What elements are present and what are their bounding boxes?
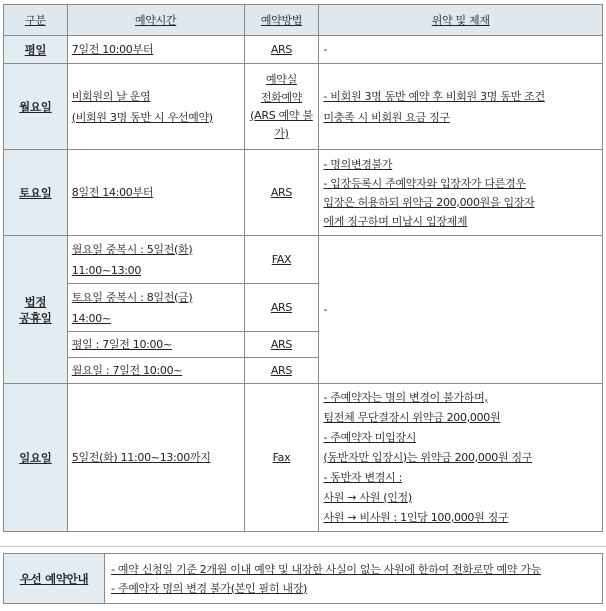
notice-label: 우선 예약안내 bbox=[4, 554, 105, 604]
day-label-monday: 월요일 bbox=[4, 64, 68, 150]
method-cell-sunday[interactable]: Fax bbox=[244, 384, 319, 532]
header-category: 구분 bbox=[4, 5, 68, 36]
time-cell-holiday-weekday: 평일 : 7일전 10:00~ bbox=[67, 332, 244, 358]
day-label-saturday: 토요일 bbox=[4, 150, 68, 236]
table-row-holiday-1 bbox=[4, 236, 603, 284]
notice-row bbox=[4, 554, 603, 604]
penalty-cell-saturday: - 명의변경불가 - 입장등록시 주예약자와 입장자가 다른경우 입장은 허용하되 위약금 200,000원을 입장자 에게 징구하며 미납시 입장제제 bbox=[319, 150, 603, 236]
day-label-sunday: 일요일 bbox=[4, 384, 68, 532]
table-row-sunday bbox=[4, 384, 603, 532]
table-row-monday bbox=[4, 64, 603, 150]
table-row-saturday bbox=[4, 150, 603, 236]
penalty-cell-holiday: - bbox=[319, 236, 603, 384]
time-cell-saturday: 8일전 14:00부터 bbox=[67, 150, 244, 236]
penalty-cell-weekday: - bbox=[319, 36, 603, 64]
time-cell-holiday-saturday: 토요일 중복시 : 8일전(금) 14:00~ bbox=[67, 284, 244, 332]
day-label-weekday: 평일 bbox=[4, 36, 68, 64]
day-label-holiday: 법정 공휴일 bbox=[4, 236, 68, 384]
method-cell-monday: 예약실 전화예약 (ARS 예약 불 가) bbox=[244, 64, 319, 150]
header-penalty: 위약 및 제재 bbox=[319, 5, 603, 36]
method-cell-holiday-saturday[interactable]: ARS bbox=[244, 284, 319, 332]
table-header-row bbox=[4, 5, 603, 36]
method-cell-weekday[interactable]: ARS bbox=[244, 36, 319, 64]
time-cell-weekday: 7일전 10:00부터 bbox=[67, 36, 244, 64]
time-cell-monday: 비회원의 날 운영 (비회원 3명 동반 시 우선예약) bbox=[67, 64, 244, 150]
time-cell-sunday: 5일전(화) 11:00~13:00까지 bbox=[67, 384, 244, 532]
method-cell-holiday-monday[interactable]: FAX bbox=[244, 236, 319, 284]
section-divider bbox=[0, 546, 606, 547]
method-cell-holiday-monday-2[interactable]: ARS bbox=[244, 358, 319, 384]
header-reservation-method: 예약방법 bbox=[244, 5, 319, 36]
method-cell-holiday-weekday[interactable]: ARS bbox=[244, 332, 319, 358]
reservation-table bbox=[3, 4, 603, 532]
table-row-weekday bbox=[4, 36, 603, 64]
priority-reservation-notice bbox=[3, 553, 603, 604]
penalty-cell-sunday: - 주예약자는 명의 변경이 불가하며, 팀전체 무단결장시 위약금 200,000원 - 주예약자 미입장시 (동반자만 입장시)는 위약금 200,000원 징구 - 동반자 변경시 : 사원 → 사원 (인정) 사원 → 비사원 : 1인당 100,000원 징구 bbox=[319, 384, 603, 532]
penalty-cell-monday: - 비회원 3명 동반 예약 후 비회원 3명 동반 조건 미충족 시 비회원 요금 징구 bbox=[319, 64, 603, 150]
time-cell-holiday-monday-2: 월요일 : 7일전 10:00~ bbox=[67, 358, 244, 384]
header-reservation-time: 예약시간 bbox=[67, 5, 244, 36]
time-cell-holiday-monday: 월요일 중복시 : 5일전(화) 11:00~13:00 bbox=[67, 236, 244, 284]
method-cell-saturday[interactable]: ARS bbox=[244, 150, 319, 236]
notice-text: - 예약 신청일 기준 2개월 이내 예약 및 내장한 사실이 없는 사원에 한하여 전화로만 예약 가능 - 주예약자 명의 변경 불가(본인 필히 내장) bbox=[105, 554, 603, 604]
